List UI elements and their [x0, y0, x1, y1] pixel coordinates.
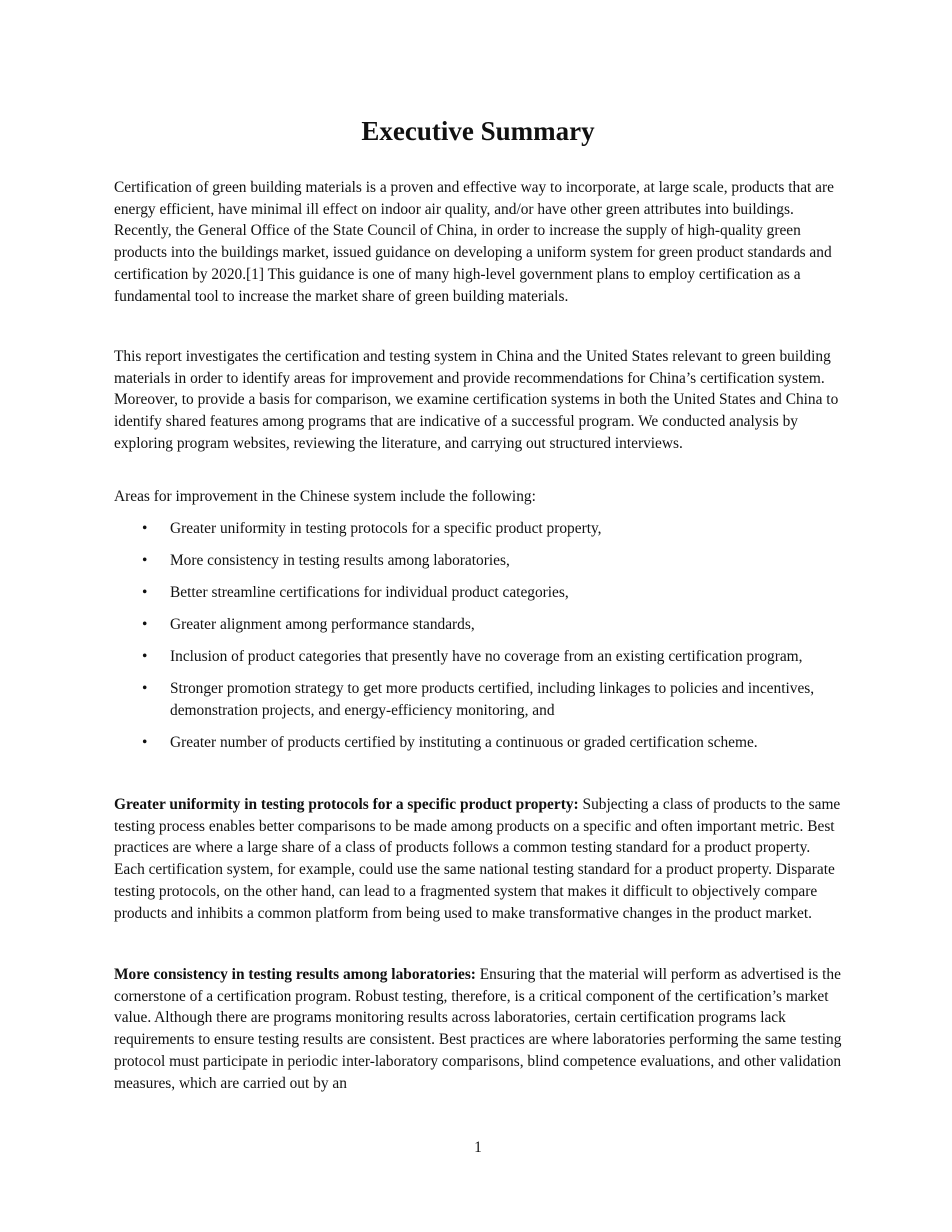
list-item-text: Inclusion of product categories that presently have no coverage from an existing certification program, — [170, 648, 803, 665]
bullet-icon: • — [142, 552, 148, 569]
list-item — [114, 550, 842, 572]
consistency-section — [114, 964, 842, 1094]
bullet-icon: • — [142, 733, 148, 751]
uniformity-section — [114, 794, 842, 924]
consistency-heading: More consistency in testing results among laboratories: — [114, 966, 476, 983]
bullet-icon: • — [142, 616, 148, 633]
bullet-icon: • — [142, 584, 148, 601]
list-item — [114, 646, 842, 668]
list-item — [114, 678, 842, 721]
uniformity-heading: Greater uniformity in testing protocols for a specific product property: — [114, 796, 579, 813]
bullet-icon: • — [142, 648, 148, 665]
bullet-icon: • — [142, 520, 148, 537]
improvement-areas-intro: Areas for improvement in the Chinese system include the following: — [114, 488, 536, 505]
consistency-body: Ensuring that the material will perform as advertised is the cornerstone of a certification program. Robust testing, therefore, is a critical component of the certification’s market value. Although there are programs monitoring results across laboratories, certain certification programs lack requirements to ensure testing results are consistent. Best practices are where laboratories performing the same testing protocol must participate in periodic inter-laboratory comparisons, blind competence evaluations, and other validation measures, which are carried out by an — [114, 966, 842, 1092]
uniformity-body: Subjecting a class of products to the same testing process enables better comparisons to be made among products on a specific and often important metric. Best practices are where a large share of a class of products follows a common testing standard for a product property. Each certification system, for example, could use the same national testing standard for a product property. Disparate testing protocols, on the other hand, can lead to a fragmented system that makes it difficult to objectively compare products and inhibits a common platform from being used to make transformative changes in the product market. — [114, 796, 841, 922]
list-item-text: Greater alignment among performance standards, — [170, 616, 475, 633]
improvement-areas-list — [114, 518, 842, 753]
list-item — [114, 732, 842, 754]
page-number: 1 — [474, 1139, 482, 1156]
list-item-text: More consistency in testing results among laboratories, — [170, 552, 510, 569]
list-item — [114, 582, 842, 604]
list-item-text: Greater number of products certified by instituting a continuous or graded certification scheme. — [170, 733, 758, 751]
list-item-text: Greater uniformity in testing protocols for a specific product property, — [170, 520, 602, 537]
list-item — [114, 614, 842, 636]
bullet-icon: • — [142, 680, 148, 697]
list-item-text: Stronger promotion strategy to get more products certified, including linkages to policies and incentives, demonstration projects, and energy-efficiency monitoring, and — [170, 680, 815, 719]
report-scope-paragraph: This report investigates the certification and testing system in China and the United States relevant to green building materials in order to identify areas for improvement and provide recommendations for China’s certification system. Moreover, to provide a basis for comparison, we examine certification systems in both the United States and China to identify shared features among programs that are indicative of a successful program. We conducted analysis by exploring program websites, reviewing the literature, and carrying out structured interviews. — [114, 348, 839, 452]
list-item-text: Better streamline certifications for individual product categories, — [170, 584, 569, 601]
intro-paragraph: Certification of green building materials is a proven and effective way to incorporate, at large scale, products that are energy efficient, have minimal ill effect on indoor air quality, and/or have other green attributes into buildings. Recently, the General Office of the State Council of China, in order to increase the supply of high-quality green products into the buildings market, issued guidance on developing a uniform system for green product standards and certification by 2020.[1] This guidance is one of many high-level government plans to employ certification as a fundamental tool to increase the market share of green building materials. — [114, 179, 834, 305]
list-item — [114, 518, 842, 540]
page-title: Executive Summary — [361, 116, 595, 146]
